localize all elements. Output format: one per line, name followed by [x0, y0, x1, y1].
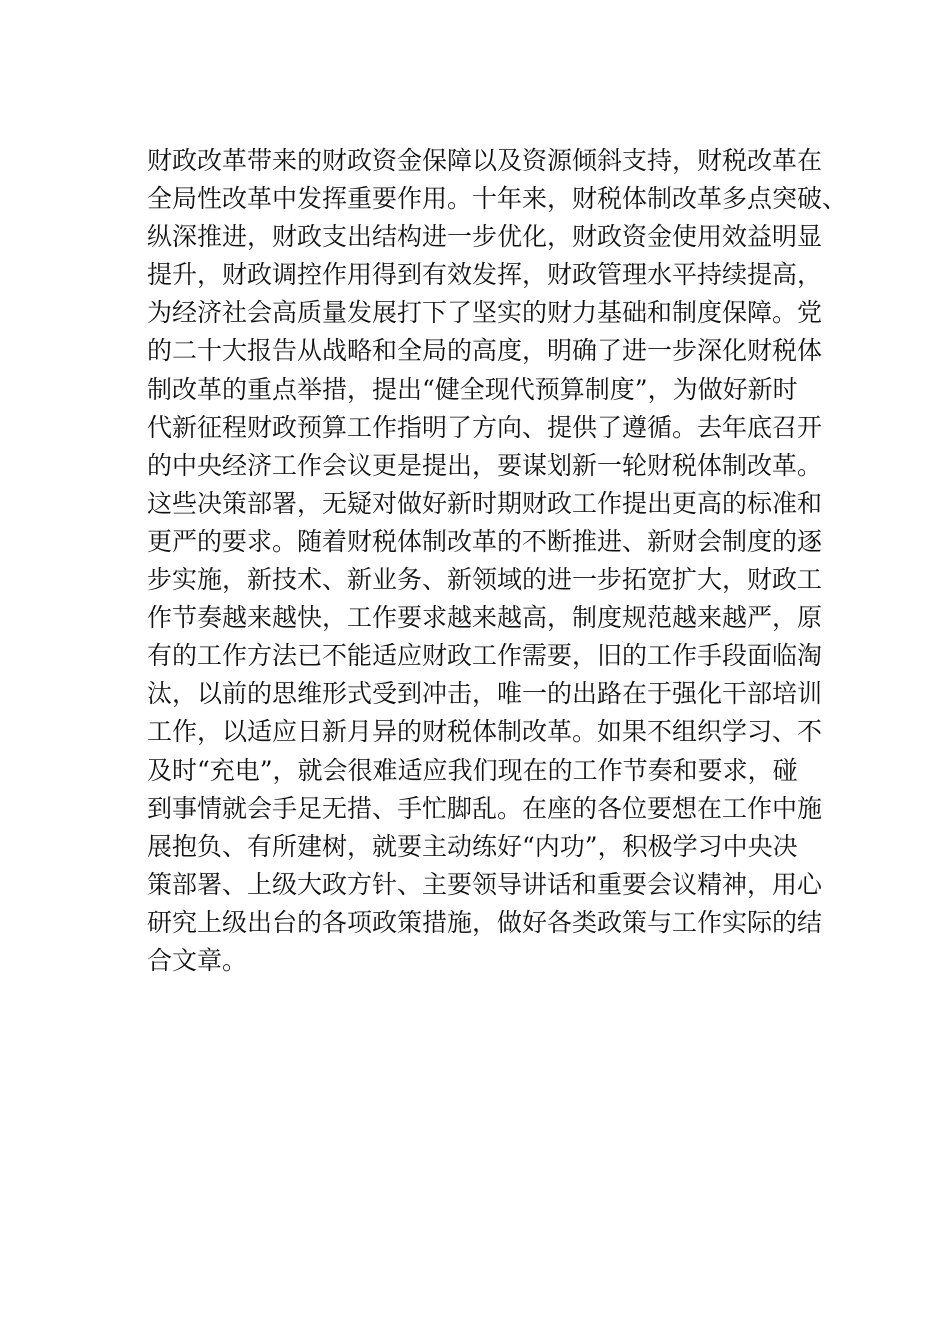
text-line: 提升，财政调控作用得到有效发挥，财政管理水平持续提高，	[147, 260, 823, 290]
text-line: 策部署、上级大政方针、主要领导讲话和重要会议精神，用心	[147, 869, 823, 899]
body-paragraph	[147, 142, 848, 980]
text-line: 这些决策部署，无疑对做好新时期财政工作提出更高的标准和	[147, 488, 823, 518]
text-line: 制改革的重点举措，提出“健全现代预算制度”，为做好新时	[147, 374, 798, 404]
text-line: 工作，以适应日新月异的财税体制改革。如果不组织学习、不	[147, 717, 823, 747]
text-line: 作节奏越来越快，工作要求越来越高，制度规范越来越严，原	[147, 603, 823, 633]
text-line: 步实施，新技术、新业务、新领域的进一步拓宽扩大，财政工	[147, 565, 823, 595]
text-line: 的二十大报告从战略和全局的高度，明确了进一步深化财税体	[147, 336, 823, 366]
text-line: 展抱负、有所建树，就要主动练好“内功”，积极学习中央决	[147, 831, 798, 861]
text-line: 代新征程财政预算工作指明了方向、提供了遵循。去年底召开	[147, 412, 823, 442]
text-line: 全局性改革中发挥重要作用。十年来，财税体制改革多点突破、	[147, 184, 848, 214]
text-line: 合文章。	[147, 945, 248, 975]
text-line: 及时“充电”，就会很难适应我们现在的工作节奏和要求，碰	[147, 755, 798, 785]
text-line: 纵深推进，财政支出结构进一步优化，财政资金使用效益明显	[147, 222, 823, 252]
text-line: 到事情就会手足无措、手忙脚乱。在座的各位要想在工作中施	[147, 793, 823, 823]
text-line: 汰，以前的思维形式受到冲击，唯一的出路在于强化干部培训	[147, 679, 823, 709]
text-line: 更严的要求。随着财税体制改革的不断推进、新财会制度的逐	[147, 526, 823, 556]
text-line: 的中央经济工作会议更是提出，要谋划新一轮财税体制改革。	[147, 450, 823, 480]
text-line: 有的工作方法已不能适应财政工作需要，旧的工作手段面临淘	[147, 641, 823, 671]
text-line: 研究上级出台的各项政策措施，做好各类政策与工作实际的结	[147, 907, 823, 937]
text-line: 为经济社会高质量发展打下了坚实的财力基础和制度保障。党	[147, 298, 823, 328]
text-line: 财政改革带来的财政资金保障以及资源倾斜支持，财税改革在	[147, 146, 823, 175]
